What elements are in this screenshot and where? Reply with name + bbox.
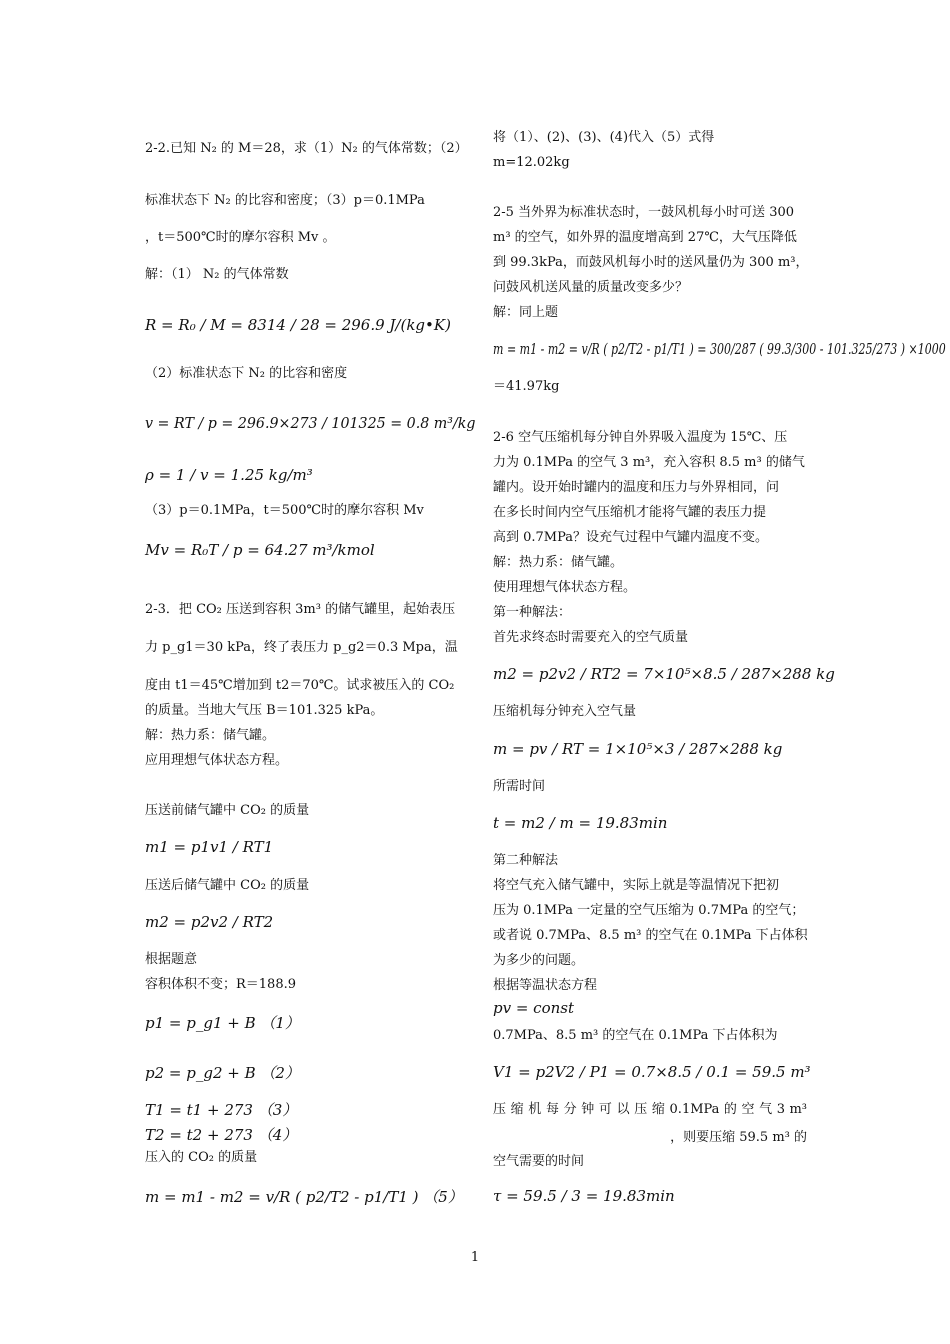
page-number: 1 (470, 1250, 480, 1265)
text-line-l19: 压送后储气罐中 CO₂ 的质量 (145, 878, 310, 893)
equation-line-r21: m = pv / RT = 1×10⁵×3 / 287×288 kg (493, 740, 783, 758)
equation-line-l25: T1 = t1 + 273 （3） (145, 1101, 298, 1119)
text-line-r17: 第一种解法： (493, 605, 572, 620)
text-line-l27: 压入的 CO₂ 的质量 (145, 1150, 258, 1165)
text-line-r13: 在多长时间内空气压缩机才能将气罐的表压力提 (493, 505, 767, 520)
text-line-r10: 2-6 空气压缩机每分钟自外界吸入温度为 15℃、压 (493, 430, 788, 445)
equation-line-l8: ρ = 1 / v = 1.25 kg/m³ (145, 466, 313, 484)
equation-line-l20: m2 = p2v2 / RT2 (145, 913, 274, 931)
text-line-r27: 或者说 0.7MPa、8.5 m³ 的空气在 0.1MPa 下占体积 (493, 928, 808, 943)
equation-line-l7: v = RT / p = 296.9×273 / 101325 = 0.8 m³/kg (145, 414, 476, 432)
text-line-r35: 空气需要的时间 (493, 1154, 585, 1169)
equation-line-r30: pv = const (493, 999, 574, 1017)
text-line-l22: 容积体积不变；R＝188.9 (145, 977, 297, 992)
text-line-l11: 2-3．把 CO₂ 压送到容积 3m³ 的储气罐里，起始表压 (145, 602, 456, 617)
text-line-r25: 将空气充入储气罐中，实际上就是等温情况下把初 (493, 878, 780, 893)
equation-line-l26: T2 = t2 + 273 （4） (145, 1126, 298, 1144)
text-line-r22: 所需时间 (493, 779, 546, 794)
equation-line-l28: m = m1 - m2 = v/R ( p2/T2 - p1/T1 ) （5） (145, 1188, 463, 1206)
text-line-r12: 罐内。设开始时罐内的温度和压力与外界相同，问 (493, 480, 780, 495)
equation-line-l18: m1 = p1v1 / RT1 (145, 838, 274, 856)
equation-line-l10: Mv = R₀T / p = 64.27 m³/kmol (145, 541, 375, 559)
equation-line-r36: τ = 59.5 / 3 = 19.83min (493, 1187, 675, 1205)
text-line-r34: ，则要压缩 59.5 m³ 的 (670, 1130, 807, 1145)
text-line-r16: 使用理想气体状态方程。 (493, 580, 637, 595)
text-line-r4: m³ 的空气，如外界的温度增高到 27℃，大气压降低 (493, 230, 797, 245)
text-line-r5: 到 99.3kPa，而鼓风机每小时的送风量仍为 300 m³， (493, 255, 809, 270)
text-line-r11: 力为 0.1MPa 的空气 3 m³，充入容积 8.5 m³ 的储气 (493, 455, 805, 470)
text-line-r28: 为多少的问题。 (493, 953, 585, 968)
equation-line-l5: R = R₀ / M = 8314 / 28 = 296.9 J/(kg•K) (145, 316, 451, 334)
text-line-l21: 根据题意 (145, 952, 198, 967)
text-line-r14: 高到 0.7MPa？设充气过程中气罐内温度不变。 (493, 530, 769, 545)
equation-line-l24: p2 = p_g2 + B （2） (145, 1064, 300, 1082)
text-line-r26: 压为 0.1MPa 一定量的空气压缩为 0.7MPa 的空气； (493, 903, 805, 918)
text-line-l6: （2）标准状态下 N₂ 的比容和密度 (145, 366, 348, 381)
text-line-l15: 解：热力系：储气罐。 (145, 728, 276, 743)
equation-line-r19: m2 = p2v2 / RT2 = 7×10⁵×8.5 / 287×288 kg (493, 665, 835, 683)
text-line-l3: ，t＝500℃时的摩尔容积 Mv 。 (145, 230, 336, 245)
text-line-r24: 第二种解法 (493, 853, 559, 868)
text-line-l17: 压送前储气罐中 CO₂ 的质量 (145, 803, 310, 818)
text-line-l9: （3）p＝0.1MPa，t＝500℃时的摩尔容积 Mv (145, 503, 424, 518)
text-line-r9: ＝41.97kg (493, 379, 560, 394)
text-line-r20: 压缩机每分钟充入空气量 (493, 704, 637, 719)
text-line-l4: 解：（1） N₂ 的气体常数 (145, 267, 289, 282)
text-line-r7: 解：同上题 (493, 305, 559, 320)
equation-line-r8: m = m1 - m2 = v/R ( p2/T2 - p1/T1 ) = 300/287 ( 99.3/300 - 101.325/273 ) ×1000 (493, 340, 946, 358)
text-line-l2: 标准状态下 N₂ 的比容和密度；（3）p＝0.1MPa (145, 193, 425, 208)
text-line-r2: m=12.02kg (493, 155, 570, 170)
text-line-l14: 的质量。当地大气压 B＝101.325 kPa。 (145, 703, 384, 718)
text-line-r29: 根据等温状态方程 (493, 978, 598, 993)
text-line-r31: 0.7MPa、8.5 m³ 的空气在 0.1MPa 下占体积为 (493, 1028, 778, 1043)
text-line-l13: 度由 t1＝45℃增加到 t2＝70℃。试求被压入的 CO₂ (145, 678, 455, 693)
text-line-l16: 应用理想气体状态方程。 (145, 753, 289, 768)
text-line-r6: 问鼓风机送风量的质量改变多少？ (493, 280, 689, 295)
text-line-l12: 力 p_g1＝30 kPa，终了表压力 p_g2＝0.3 Mpa，温 (145, 640, 458, 655)
text-line-l1: 2-2.已知 N₂ 的 M＝28，求（1）N₂ 的气体常数；（2） (145, 141, 468, 156)
equation-line-r23: t = m2 / m = 19.83min (493, 814, 668, 832)
text-line-r18: 首先求终态时需要充入的空气质量 (493, 630, 689, 645)
equation-line-l23: p1 = p_g1 + B （1） (145, 1014, 300, 1032)
text-line-r33: 压 缩 机 每 分 钟 可 以 压 缩 0.1MPa 的 空 气 3 m³ (493, 1102, 807, 1117)
equation-line-r32: V1 = p2V2 / P1 = 0.7×8.5 / 0.1 = 59.5 m³ (493, 1063, 811, 1081)
text-line-r3: 2-5 当外界为标准状态时，一鼓风机每小时可送 300 (493, 205, 795, 220)
text-line-r1: 将（1）、(2)、(3)、(4)代入（5）式得 (493, 130, 715, 145)
text-line-r15: 解：热力系：储气罐。 (493, 555, 624, 570)
